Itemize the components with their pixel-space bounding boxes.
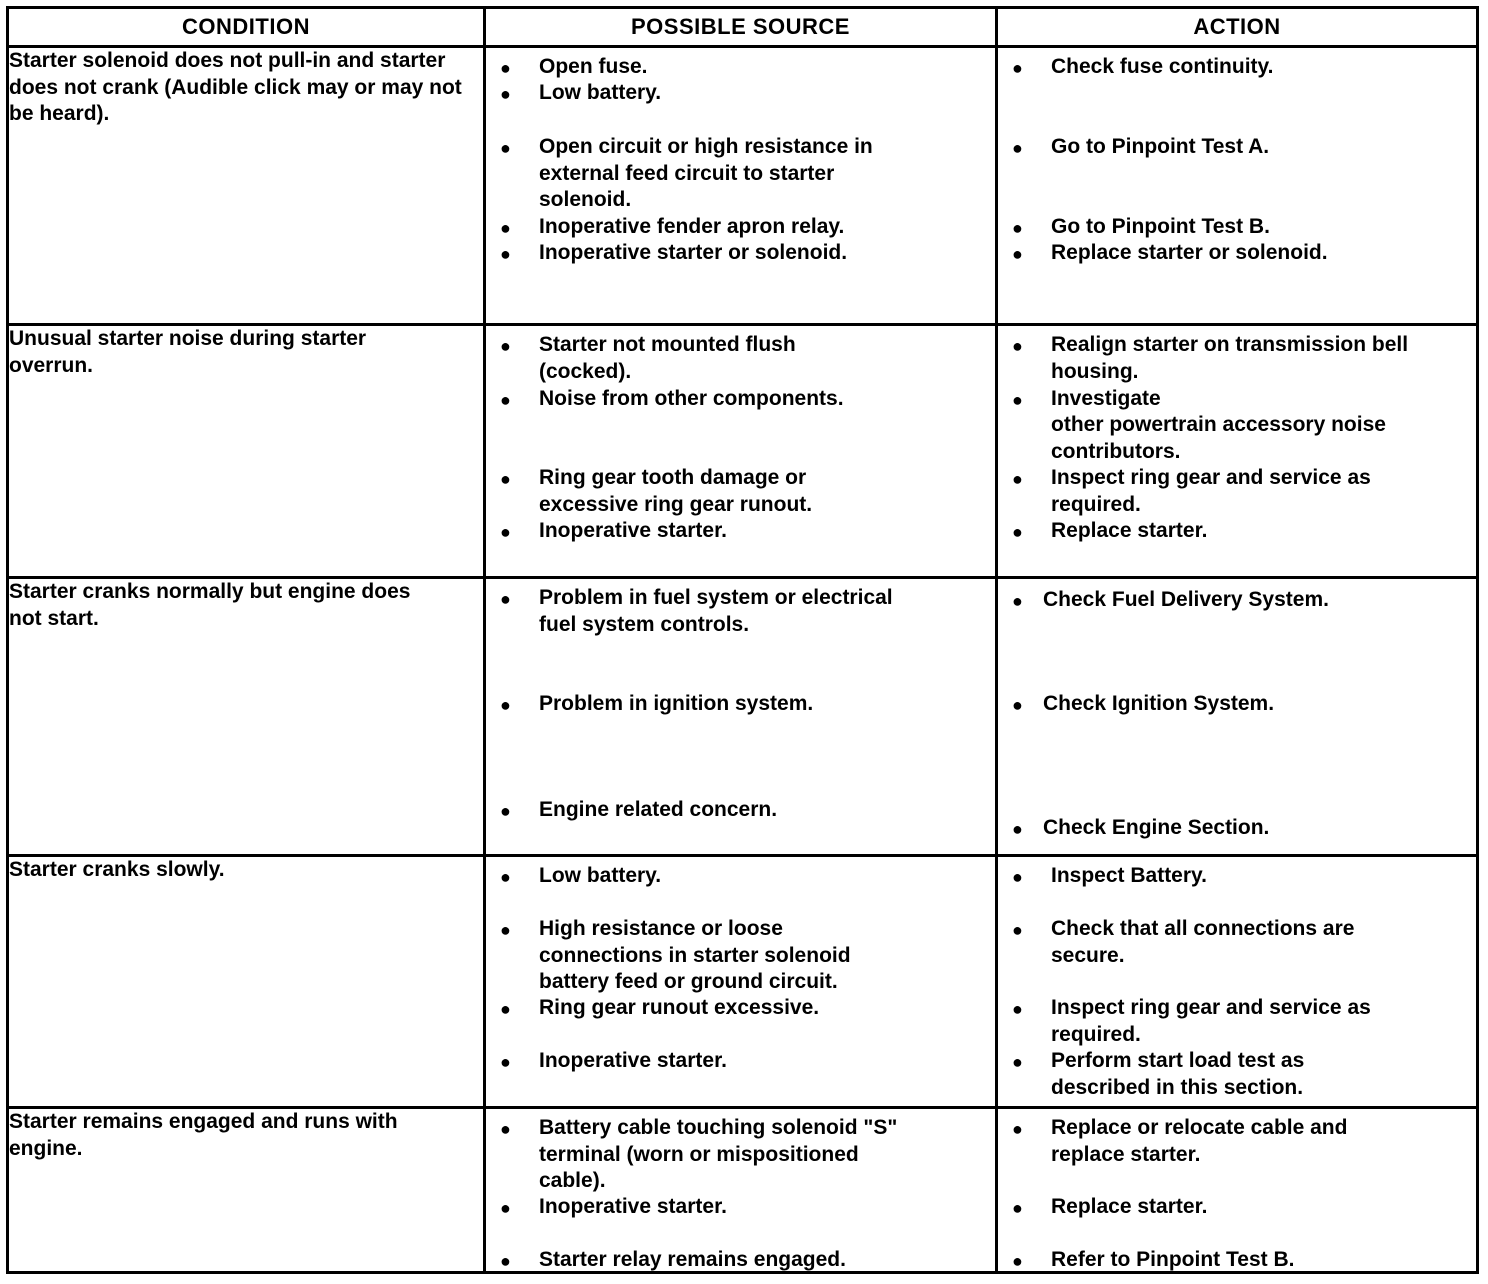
action-item: ● Inspect ring gear and service as required. — [1012, 466, 1371, 516]
bullet-icon: ● — [1012, 138, 1023, 158]
action-item: ● Realign starter on transmission bell housing. — [1012, 333, 1409, 383]
header-action: ACTION — [997, 8, 1478, 47]
source-cell — [485, 47, 997, 325]
header-possible-source: POSSIBLE SOURCE — [485, 8, 997, 47]
bullet-icon: ● — [1012, 390, 1023, 410]
source-item: ● Inoperative starter or solenoid. — [486, 240, 919, 267]
bullet-icon: ● — [500, 336, 511, 356]
bullet-icon: ● — [1012, 522, 1023, 542]
action-item: ● Check Fuel Delivery System. — [998, 587, 1470, 614]
table-row — [8, 578, 1478, 856]
action-item: ● Check fuse continuity. — [998, 54, 1470, 81]
source-cell — [485, 578, 997, 856]
bullet-icon: ● — [1012, 819, 1023, 839]
table-row — [8, 1108, 1478, 1273]
source-cell — [485, 325, 997, 578]
source-cell — [485, 1108, 997, 1273]
source-item: ● Ring gear tooth damage or excessive ring gear runout. — [500, 466, 813, 516]
source-item: ● Inoperative fender apron relay. — [486, 214, 919, 241]
header-row — [8, 8, 1478, 47]
bullet-icon: ● — [500, 867, 511, 887]
action-cell — [997, 325, 1478, 578]
bullet-icon: ● — [500, 1251, 511, 1271]
action-item: ● Investigate — [998, 386, 1470, 413]
action-item: ● Check that all connections are secure. — [1012, 917, 1355, 967]
bullet-icon: ● — [500, 801, 511, 821]
action-item: ● Check Ignition System. — [998, 691, 1470, 718]
bullet-icon: ● — [1012, 920, 1023, 940]
source-item: ● Starter relay remains engaged. — [486, 1247, 939, 1274]
header-condition: CONDITION — [8, 8, 485, 47]
action-cell — [997, 1108, 1478, 1273]
table-row — [8, 325, 1478, 578]
action-item: ● Go to Pinpoint Test A. — [998, 134, 1470, 161]
source-item: ● Low battery. — [486, 80, 919, 107]
bullet-icon: ● — [1012, 695, 1023, 715]
action-item: ● Refer to Pinpoint Test B. — [998, 1247, 1470, 1274]
bullet-icon: ● — [1012, 244, 1023, 264]
table-row — [8, 47, 1478, 325]
source-item: ● Battery cable touching solenoid "S" terminal (worn or mispositioned cable). — [500, 1116, 898, 1192]
bullet-icon: ● — [500, 84, 511, 104]
bullet-icon: ● — [1012, 1251, 1023, 1271]
source-item: ● Inoperative starter. — [486, 1048, 919, 1075]
source-item: ● Low battery. — [486, 863, 919, 890]
source-item: ● Engine related concern. — [486, 797, 919, 824]
action-item: ● Replace starter or solenoid. — [998, 240, 1470, 267]
condition-cell: Starter cranks normally but engine does not start. — [8, 578, 485, 856]
source-item: ● Open fuse. — [486, 54, 919, 81]
source-item: ● Starter not mounted flush (cocked). — [500, 333, 796, 383]
bullet-icon: ● — [1012, 58, 1023, 78]
bullet-icon: ● — [500, 390, 511, 410]
bullet-icon: ● — [500, 1052, 511, 1072]
action-item: ● Inspect ring gear and service as required. — [1012, 996, 1371, 1046]
bullet-icon: ● — [1012, 591, 1023, 611]
action-cell — [997, 578, 1478, 856]
table-row — [8, 856, 1478, 1108]
condition-cell: Starter remains engaged and runs with engine. — [8, 1108, 485, 1273]
bullet-icon: ● — [1012, 1052, 1023, 1072]
action-item: ● Inspect Battery. — [998, 863, 1470, 890]
bullet-icon: ● — [1012, 469, 1023, 489]
bullet-icon: ● — [500, 138, 511, 158]
bullet-icon: ● — [500, 1119, 511, 1139]
bullet-icon: ● — [500, 589, 511, 609]
action-item: ● Perform start load test as described in this section. — [1012, 1049, 1305, 1099]
bullet-icon: ● — [500, 522, 511, 542]
bullet-icon: ● — [1012, 867, 1023, 887]
source-item: ● High resistance or loose connections in starter solenoid battery feed or ground circuit. — [500, 917, 851, 993]
diagnosis-table — [6, 6, 1479, 1274]
bullet-icon: ● — [500, 58, 511, 78]
action-item: ● Go to Pinpoint Test B. — [998, 214, 1470, 241]
source-item: ● Problem in ignition system. — [486, 691, 919, 718]
source-item: ● Problem in fuel system or electrical fuel system controls. — [500, 586, 893, 636]
action-cell — [997, 47, 1478, 325]
source-item: ● Open circuit or high resistance in external feed circuit to starter solenoid. — [500, 135, 873, 211]
bullet-icon: ● — [1012, 1198, 1023, 1218]
bullet-icon: ● — [1012, 218, 1023, 238]
bullet-icon: ● — [500, 469, 511, 489]
bullet-icon: ● — [500, 1198, 511, 1218]
action-item: other powertrain accessory noise contributors. — [1051, 413, 1386, 463]
condition-cell: Starter cranks slowly. — [8, 856, 485, 1108]
action-item: ● Replace starter. — [998, 1194, 1470, 1221]
bullet-icon: ● — [500, 244, 511, 264]
bullet-icon: ● — [500, 999, 511, 1019]
bullet-icon: ● — [500, 920, 511, 940]
action-item: ● Replace or relocate cable and replace starter. — [1012, 1116, 1348, 1166]
source-item: ● Inoperative starter. — [486, 1194, 919, 1221]
bullet-icon: ● — [1012, 999, 1023, 1019]
source-item: ● Ring gear runout excessive. — [486, 995, 919, 1022]
bullet-icon: ● — [500, 218, 511, 238]
source-item: ● Inoperative starter. — [486, 518, 919, 545]
action-item: ● Replace starter. — [998, 518, 1470, 545]
bullet-icon: ● — [500, 695, 511, 715]
action-item: ● Check Engine Section. — [998, 815, 1470, 842]
condition-cell: Unusual starter noise during starter overrun. — [8, 325, 485, 578]
source-item: ● Noise from other components. — [486, 386, 919, 413]
bullet-icon: ● — [1012, 336, 1023, 356]
bullet-icon: ● — [1012, 1119, 1023, 1139]
source-cell — [485, 856, 997, 1108]
condition-cell: Starter solenoid does not pull-in and starter does not crank (Audible click may or may not be heard). — [8, 47, 485, 325]
action-cell — [997, 856, 1478, 1108]
